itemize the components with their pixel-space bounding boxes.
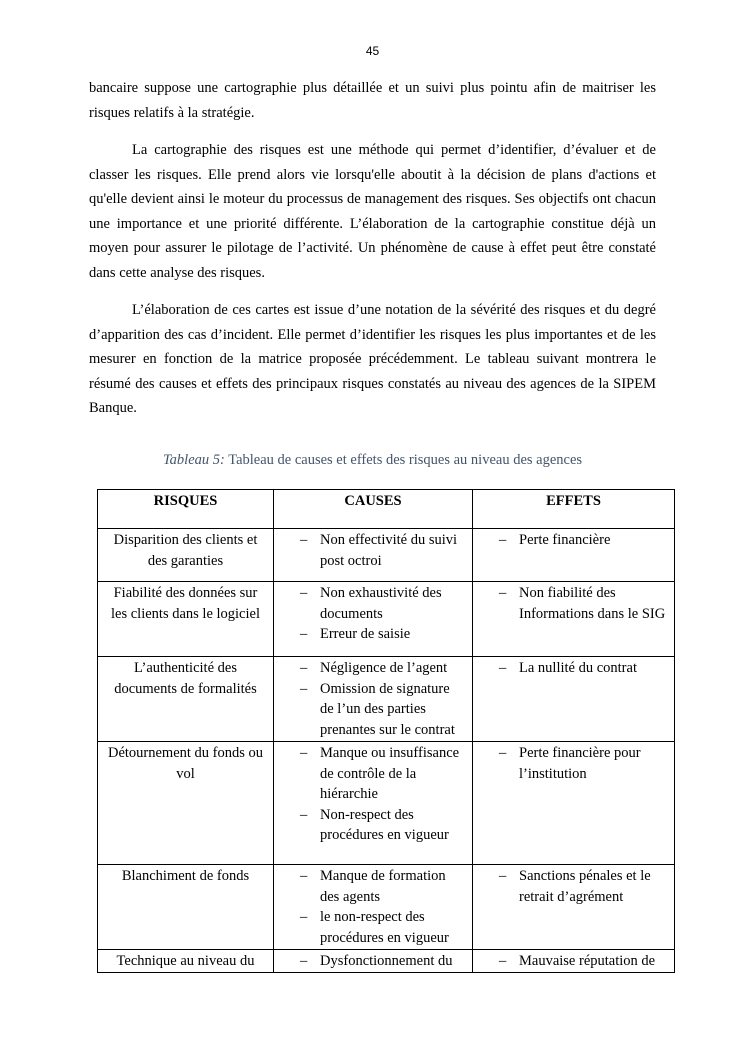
header-effets: EFFETS xyxy=(473,490,675,529)
paragraph-1: bancaire suppose une cartographie plus détaillée et un suivi plus pointu afin de maitriser les risques relatifs à la stratégie. xyxy=(89,80,656,121)
cause-item: – Omission de signature de l’un des parties prenantes sur le contrat xyxy=(300,679,466,741)
causes-cell xyxy=(274,742,473,865)
effects-cell xyxy=(473,742,675,865)
effects-cell xyxy=(473,657,675,742)
table-header-row xyxy=(98,490,675,529)
paragraph-2: La cartographie des risques est une méthode qui permet d’identifier, d’évaluer et de classer les risques. Elle prend alors vie lorsqu'elle aboutit à la décision de plans d'actions et qu'elle devient ainsi le moteur du processus de management des risques. Ses objectifs ont chacun une importance et une priorité différente. L’élaboration de la cartographie constitue déjà un moyen pour assurer le pilotage de l’activité. Un phénomène de cause à effet peut être constaté dans cette analyse des risques. xyxy=(89,142,656,281)
caption-label: Tableau 5: xyxy=(162,452,225,468)
risk-cell: Détournement du fonds ou vol xyxy=(98,742,274,865)
effect-item: – Non fiabilité des Informations dans le SIG xyxy=(499,583,668,624)
table-row xyxy=(98,865,675,950)
header-causes: CAUSES xyxy=(274,490,473,529)
cause-item: – Dysfonctionnement du xyxy=(300,951,466,971)
effects-cell xyxy=(473,950,675,973)
effects-cell xyxy=(473,529,675,582)
risk-cell: L’authenticité des documents de formalités xyxy=(98,657,274,742)
effect-item: – Sanctions pénales et le retrait d’agrément xyxy=(499,866,668,907)
risk-cell xyxy=(98,950,274,973)
effect-item: – Perte financière xyxy=(499,530,668,551)
risk-cell: Blanchiment de fonds xyxy=(98,865,274,950)
page-number: 45 xyxy=(365,44,380,58)
table-row xyxy=(98,582,675,657)
causes-cell xyxy=(274,865,473,950)
table-row xyxy=(98,950,675,973)
risk-cell: Disparition des clients et des garanties xyxy=(98,529,274,582)
cause-item: – Non-respect des procédures en vigueur xyxy=(300,805,466,846)
cause-item: – Négligence de l’agent xyxy=(300,658,466,679)
causes-cell xyxy=(274,582,473,657)
cause-item: – Erreur de saisie xyxy=(300,624,466,645)
effects-cell xyxy=(473,582,675,657)
cause-item: – Manque de formation des agents xyxy=(300,866,466,907)
cause-item: – Non effectivité du suivi post octroi xyxy=(300,530,466,571)
body-text xyxy=(89,76,656,421)
header-risques: RISQUES xyxy=(98,490,274,529)
effect-item: – Mauvaise réputation de xyxy=(499,951,668,971)
caption-text: Tableau de causes et effets des risques au niveau des agences xyxy=(224,452,583,468)
cause-item: – Manque ou insuffisance de contrôle de la hiérarchie xyxy=(300,743,466,805)
effect-item: – Perte financière pour l’institution xyxy=(499,743,668,784)
table-row xyxy=(98,742,675,865)
cause-item: – le non-respect des procédures en vigueur xyxy=(300,907,466,948)
table-caption xyxy=(0,452,745,469)
causes-cell xyxy=(274,657,473,742)
cause-item: – Non exhaustivité des documents xyxy=(300,583,466,624)
causes-cell xyxy=(274,529,473,582)
effect-item: – La nullité du contrat xyxy=(499,658,668,679)
causes-cell xyxy=(274,950,473,973)
paragraph-3: L’élaboration de ces cartes est issue d’une notation de la sévérité des risques et du degré d’apparition des cas d’incident. Elle permet d’identifier les risques les plus importantes et de les mesurer en fonction de la matrice proposée précédemment. Le tableau suivant montrera le résumé des causes et effets des principaux risques constatés au niveau des agences de la SIPEM Banque. xyxy=(89,302,656,416)
risk-table xyxy=(97,489,675,973)
risk-cell-text: Technique au niveau du xyxy=(116,953,255,969)
table-row xyxy=(98,657,675,742)
effects-cell xyxy=(473,865,675,950)
risk-cell: Fiabilité des données sur les clients dans le logiciel xyxy=(98,582,274,657)
table-row xyxy=(98,529,675,582)
